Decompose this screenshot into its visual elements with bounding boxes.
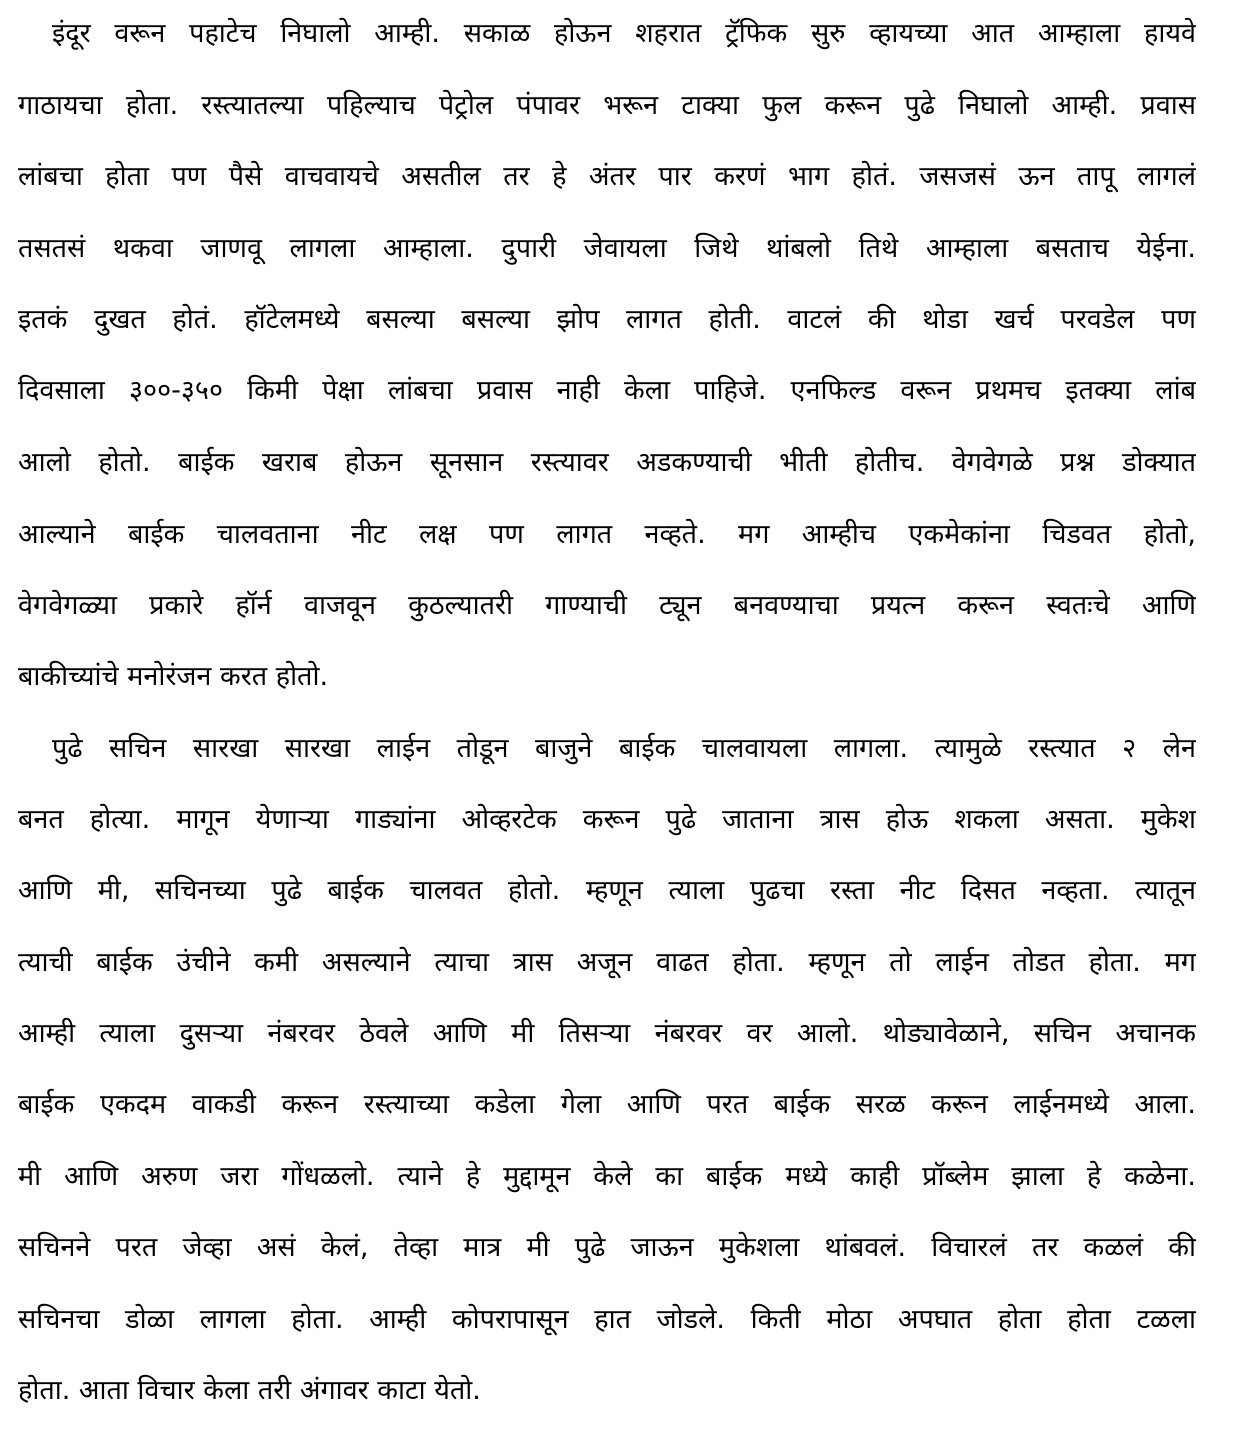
paragraph-1-line-8: आल्याने बाईक चालवताना नीट लक्ष पण लागत नव्हते. मग आम्हीच एकमेकांना चिडवत होतो,: [18, 519, 1196, 550]
paragraph-2-line-2: बनत होत्या. मागून येणाऱ्या गाड्यांना ओव्हरटेक करून पुढे जाताना त्रास होऊ शकला असता. मुकेश: [18, 804, 1196, 835]
paragraph-2-line-6: बाईक एकदम वाकडी करून रस्त्याच्या कडेला गेला आणि परत बाईक सरळ करून लाईनमध्ये आला.: [18, 1089, 1196, 1120]
paragraph-2-line-7: मी आणि अरुण जरा गोंधळलो. त्याने हे मुद्दामून केले का बाईक मध्ये काही प्रॉब्लेम झाला हे कळेना.: [18, 1161, 1196, 1192]
paragraph-2-line-4: त्याची बाईक उंचीने कमी असल्याने त्याचा त्रास अजून वाढत होता. म्हणून तो लाईन तोडत होता. मग: [18, 947, 1196, 978]
paragraph-1-line-7: आलो होतो. बाईक खराब होऊन सूनसान रस्त्यावर अडकण्याची भीती होतीच. वेगवेगळे प्रश्न डोक्यात: [18, 447, 1196, 478]
paragraph-1-line-9: वेगवेगळ्या प्रकारे हॉर्न वाजवून कुठल्यातरी गाण्याची ट्यून बनवण्याचा प्रयत्न करून स्वतःचे आणि: [18, 590, 1196, 621]
paragraph-2-line-5: आम्ही त्याला दुसऱ्या नंबरवर ठेवले आणि मी तिसऱ्या नंबरवर वर आलो. थोड्यावेळाने, सचिन अचानक: [18, 1018, 1196, 1049]
paragraph-1-line-3: लांबचा होता पण पैसे वाचवायचे असतील तर हे अंतर पार करणं भाग होतं. जसजसं ऊन तापू लागलं: [18, 161, 1196, 192]
paragraph-1-line-4: तसतसं थकवा जाणवू लागला आम्हाला. दुपारी जेवायला जिथे थांबलो तिथे आम्हाला बसताच येईना.: [18, 233, 1196, 264]
paragraph-1-line-6: दिवसाला ३००-३५० किमी पेक्षा लांबचा प्रवास नाही केला पाहिजे. एनफिल्ड वरून प्रथमच इतक्या लांब: [18, 375, 1196, 406]
paragraph-1-line-5: इतकं दुखत होतं. हॉटेलमध्ये बसल्या बसल्या झोप लागत होती. वाटलं की थोडा खर्च परवडेल पण: [18, 304, 1196, 335]
paragraph-2-line-1: पुढे सचिन सारखा सारखा लाईन तोडून बाजुने बाईक चालवायला लागला. त्यामुळे रस्त्यात २ लेन: [52, 733, 1196, 764]
paragraph-2-line-10: होता. आता विचार केला तरी अंगावर काटा येतो.: [18, 1375, 481, 1406]
paragraph-2-line-3: आणि मी, सचिनच्या पुढे बाईक चालवत होतो. म्हणून त्याला पुढचा रस्ता नीट दिसत नव्हता. त्यातून: [18, 875, 1196, 906]
paragraph-2-line-9: सचिनचा डोळा लागला होता. आम्ही कोपरापासून हात जोडले. किती मोठा अपघात होता होता टळला: [18, 1304, 1196, 1335]
paragraph-1-line-10: बाकीच्यांचे मनोरंजन करत होतो.: [18, 661, 329, 692]
paragraph-1-line-2: गाठायचा होता. रस्त्यातल्या पहिल्याच पेट्रोल पंपावर भरून टाक्या फुल करून पुढे निघालो आम्ही. प्रवास: [18, 90, 1196, 121]
paragraph-2-line-8: सचिनने परत जेव्हा असं केलं, तेव्हा मात्र मी पुढे जाऊन मुकेशला थांबवलं. विचारलं तर कळलं की: [18, 1232, 1196, 1263]
paragraph-1-line-1: इंदूर वरून पहाटेच निघालो आम्ही. सकाळ होऊन शहरात ट्रॅफिक सुरु व्हायच्या आत आम्हाला हायवे: [52, 18, 1196, 49]
